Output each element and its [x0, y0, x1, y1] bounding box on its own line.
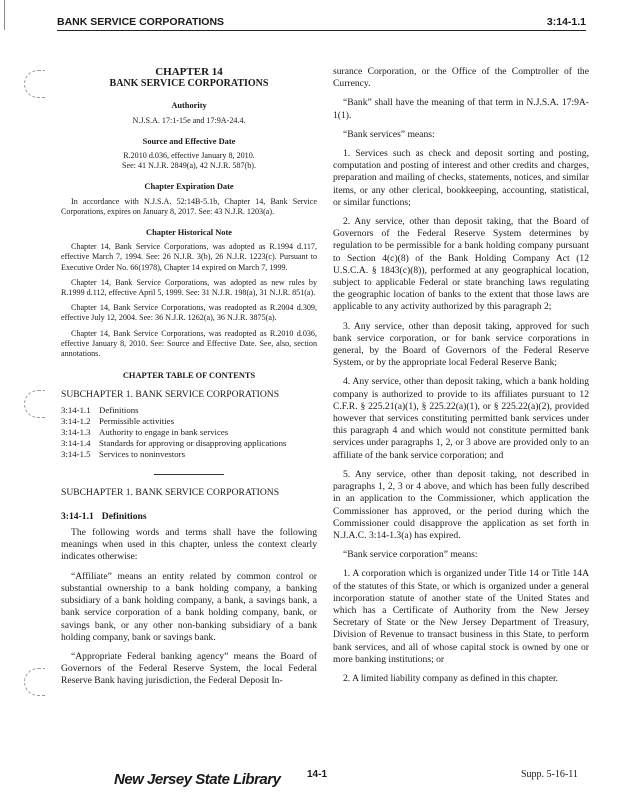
expiration-text: In accordance with N.J.S.A. 52:14B-5.1b, Chapter 14, Bank Service Corporations, expires on January 8, 2017. See: 43 N.J.R. 1203(a).: [61, 196, 317, 216]
divider-rule: [154, 474, 224, 475]
corporation-item-2: 2. A limited liability company as defined in this chapter.: [343, 672, 559, 684]
definition-bank-service-corporation: “Bank service corporation” means:: [343, 549, 478, 561]
supplement-date: Supp. 5-16-11: [521, 769, 578, 780]
toc-section-number: 3:14-1.5: [61, 448, 91, 459]
authority-text: N.J.S.A. 17:1-15e and 17:9A-24.4.: [132, 115, 246, 125]
section-number: 3:14-1.1: [61, 510, 94, 522]
page-number: 14-1: [307, 769, 328, 780]
toc-row: [61, 416, 317, 427]
toc-heading: CHAPTER TABLE OF CONTENTS: [122, 371, 256, 381]
punch-hole-top: [24, 70, 45, 98]
toc-section-number: 3:14-1.2: [61, 415, 91, 426]
historical-note-2: Chapter 14, Bank Service Corporations, was adopted as new rules by R.1999 d.112, effective April 5, 1999. See: 31 N.J.R. 198(a), 31 N.J.R. 851(a).: [61, 277, 317, 298]
historical-note-3: Chapter 14, Bank Service Corporations, was readopted as R.2004 d.309, effective July 12, 2004. See: 36 N.J.R. 1262(a), 36 N.J.R. 3875(a).: [61, 303, 317, 323]
definition-bank: “Bank” shall have the meaning of that term in N.J.S.A. 17:9A-1(1).: [333, 97, 589, 121]
header-section-number: 3:14-1.1: [546, 16, 586, 28]
historical-note-1: Chapter 14, Bank Service Corporations, was adopted as R.1994 d.117, effective March 7, 1994. See: 26 N.J.R. 3(b), 26 N.J.R. 1223(c). Pursuant to Executive Order No. 66(1978), Chapter 14 expired on March 7, 1999.: [61, 242, 317, 272]
toc-section-number: 3:14-1.4: [61, 437, 91, 448]
corporation-item-1: 1. A corporation which is organized under Title 14 or Title 14A of the statutes of this State, or which is organized under a general incorporation statute of another state of the United States and which has a Certificate of Authority from the New Jersey Secretary of State or the New Jersey Department of Treasury, Division of Revenue to transact business in this State, to perform bank services, and all of whose capital stock is owned by one or more banking institutions; or: [333, 568, 589, 665]
header-title: BANK SERVICE CORPORATIONS: [57, 16, 225, 28]
toc-row: [61, 405, 317, 416]
authority-heading: Authority: [171, 101, 207, 111]
bank-services-item-4: 4. Any service, other than deposit taking, which a bank holding company is authorized to provide to its affiliates pursuant to 12 C.F.R. § 225.21(a)(1), § 225.22(a)(1), or § 225.22(a)(2), provided however that services constituting permitted bank services under this paragraph 4 and which would not constitute permitted bank services under paragraphs 1, 2, or 3 above are provided only to an affiliate of the bank service corporation; and: [333, 376, 589, 461]
left-column: [61, 66, 317, 688]
punch-hole-middle: [24, 390, 45, 418]
toc-section-number: 3:14-1.3: [61, 426, 91, 437]
definitions-intro: The following words and terms shall have the following meanings when used in this chapter, unless the context clearly indicates otherwise:: [61, 527, 317, 563]
definition-federal-banking-agency: “Appropriate Federal banking agency” means the Board of Governors of the Federal Reserve System, the local Federal Reserve Bank having jurisdiction, the Federal Deposit In-: [61, 650, 317, 687]
section-title: Definitions: [101, 510, 147, 522]
toc-section-number: 3:14-1.1: [61, 404, 91, 415]
section-heading: [61, 511, 317, 523]
subchapter-heading: SUBCHAPTER 1. BANK SERVICE CORPORATIONS: [61, 486, 280, 498]
definition-bank-services: “Bank services” means:: [343, 128, 435, 140]
toc-section-title: Authority to engage in bank services: [99, 426, 229, 437]
source-heading: Source and Effective Date: [142, 136, 236, 146]
toc-list: [61, 405, 317, 460]
running-header: [57, 10, 586, 31]
toc-subchapter: SUBCHAPTER 1. BANK SERVICE CORPORATIONS: [61, 389, 280, 401]
toc-section-title: Standards for approving or disapproving applications: [99, 437, 287, 448]
toc-row: [61, 438, 317, 449]
source-see: See: 41 N.J.R. 2849(a), 42 N.J.R. 587(b).: [122, 161, 256, 171]
historical-note-4: Chapter 14, Bank Service Corporations, was readopted as R.2010 d.036, effective January 8, 2010. See: Source and Effective Date. See, also, section annotations.: [61, 328, 317, 359]
bank-services-item-1: 1. Services such as check and deposit sorting and posting, computation and posting of interest and other credits and charges, preparation and mailing of checks, statements, notices, and similar items, or any other clerical, bookkeeping, accounting, statistical, or similar functions;: [333, 148, 589, 208]
definition-affiliate: “Affiliate” means an entity related by common control or substantial ownership to a bank holding company, a banking subsidiary of a bank holding company, a bank, a savings bank, a bank service corporation of a bank holding company, bank, or savings bank, or any other non-banking subsidiary of a bank holding company, bank or savings bank.: [61, 570, 317, 643]
toc-row: [61, 427, 317, 438]
continued-text: surance Corporation, or the Office of the Comptroller of the Currency.: [333, 66, 589, 90]
chapter-title: CHAPTER 14: [155, 66, 223, 78]
library-stamp: New Jersey State Library: [114, 771, 281, 788]
source-text: R.2010 d.036, effective January 8, 2010.: [123, 151, 255, 161]
right-column: [333, 66, 589, 685]
toc-section-title: Definitions: [99, 404, 139, 415]
toc-row: [61, 449, 317, 460]
margin-tick: [4, 0, 5, 30]
bank-services-item-3: 3. Any service, other than deposit taking, approved for such bank service corporation, or for bank service corporations in general, by the Board of Governors of the Federal Reserve System, or by the appropriate local Federal Reserve Bank;: [333, 320, 589, 369]
punch-hole-bottom: [24, 668, 45, 696]
toc-section-title: Permissible activities: [99, 415, 175, 426]
bank-services-item-2: 2. Any service, other than deposit taking, that the Board of Governors of the Federal Reserve System determines by regulation to be permissible for a bank holding company pursuant to Section 4(c)(8) of the Bank Holding Company Act (12 U.S.C.A. § 1843(c)(8)), performed at any geographical location, subject to applicable Federal or state branching laws regulating the geographic location of banks to the extent that those laws are applicable to any activity authorized by this paragraph 2;: [333, 216, 589, 313]
chapter-subtitle: BANK SERVICE CORPORATIONS: [109, 78, 269, 90]
historical-heading: Chapter Historical Note: [146, 228, 232, 238]
bank-services-item-5: 5. Any service, other than deposit taking, not described in paragraphs 1, 2, 3 or 4 above, and which has been fully described in an application to the Commissioner, which application the Commissioner has approved, or the period during which the Commissioner could disapprove the application as set forth in N.J.A.C. 3:14-1.3(a) has expired.: [333, 468, 589, 541]
expiration-heading: Chapter Expiration Date: [144, 182, 234, 192]
toc-section-title: Services to noninvestors: [99, 448, 186, 459]
